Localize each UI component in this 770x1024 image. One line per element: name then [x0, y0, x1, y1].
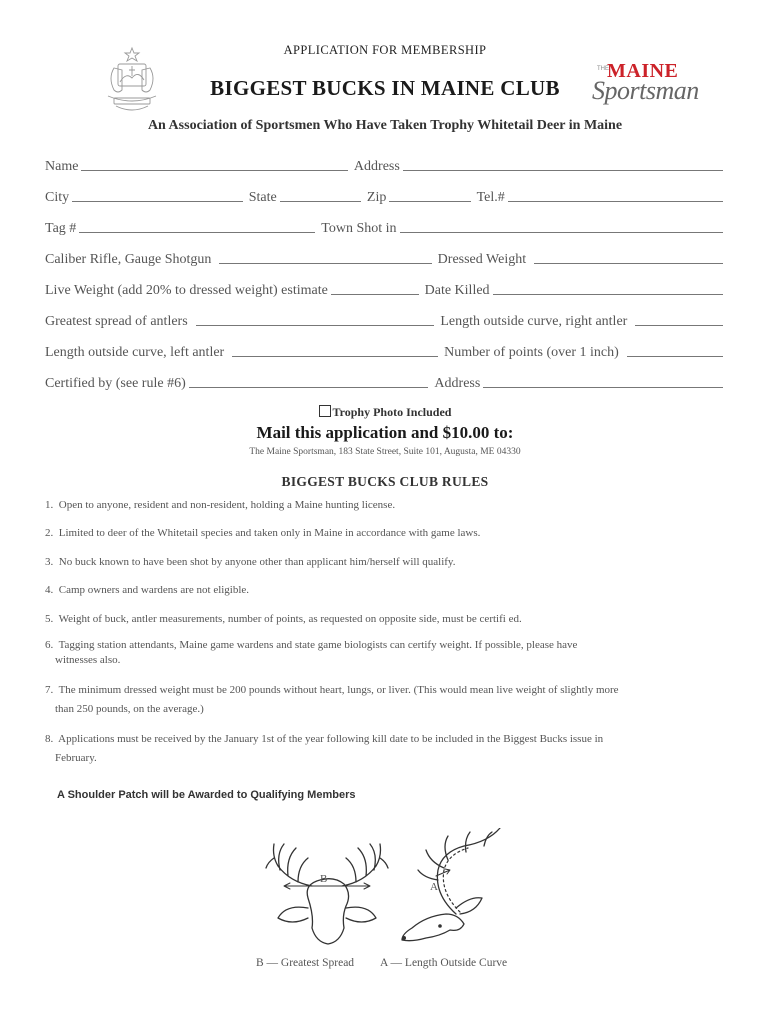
date-killed-field[interactable]: [493, 293, 723, 295]
tag-label: Tag #: [45, 221, 77, 236]
rule-text: Camp owners and wardens are not eligible.: [58, 584, 250, 596]
greatest-spread-label: Greatest spread of antlers: [45, 314, 188, 329]
name-label: Name: [45, 159, 79, 174]
rule-number: 6.: [45, 639, 54, 651]
side-deer-head-icon: [402, 914, 464, 941]
rule-text: No buck known to have been shot by anyone other than applicant him/herself will qualify.: [58, 556, 456, 568]
rule-number: 1.: [45, 499, 54, 511]
form-row-length-left: [45, 341, 723, 361]
zip-field[interactable]: [389, 200, 470, 202]
live-weight-label: Live Weight (add 20% to dressed weight) estimate: [45, 283, 328, 298]
form-row-live-weight: [45, 279, 723, 299]
live-weight-field[interactable]: [331, 293, 419, 295]
rule-text: Tagging station attendants, Maine game wardens and state game biologists can certify weight. If possible, please have: [58, 639, 578, 651]
city-field[interactable]: [72, 200, 243, 202]
form-row-spread: [45, 310, 723, 330]
tel-label: Tel.#: [476, 190, 505, 205]
front-deer-left-antler-icon: [266, 844, 312, 886]
form-row-caliber: [45, 248, 723, 268]
certified-by-field[interactable]: [189, 386, 429, 388]
rule-item-8: [45, 730, 715, 768]
form-row-city: [45, 186, 723, 206]
side-deer-eye-icon: [438, 924, 442, 928]
length-right-field[interactable]: [635, 324, 723, 326]
caliber-field[interactable]: [219, 262, 431, 264]
rule-number: 4.: [45, 584, 54, 596]
trophy-photo-checkbox[interactable]: [319, 405, 331, 417]
state-label: State: [248, 190, 277, 205]
side-deer-antler-icon: [418, 828, 500, 914]
rule-item-6: [45, 638, 715, 668]
rule-item-3: [45, 553, 715, 572]
caliber-label: Caliber Rifle, Gauge Shotgun: [45, 252, 212, 267]
shoulder-patch-note: A Shoulder Patch will be Awarded to Qualifying Members: [57, 789, 356, 801]
dressed-weight-field[interactable]: [534, 262, 723, 264]
logo-the: THE: [597, 66, 609, 72]
certified-by-label: Certified by (see rule #6): [45, 376, 186, 391]
address-label: Address: [353, 159, 400, 174]
page-title: BIGGEST BUCKS IN MAINE CLUB: [210, 76, 560, 100]
certifier-address-field[interactable]: [483, 386, 723, 388]
greatest-spread-field[interactable]: [196, 324, 435, 326]
rule-text: Open to anyone, resident and non-resident, holding a Maine hunting license.: [58, 499, 396, 511]
trophy-photo-checkbox-row: [0, 405, 770, 420]
label-b: B: [320, 873, 328, 885]
date-killed-label: Date Killed: [424, 283, 490, 298]
length-right-label: Length outside curve, right antler: [440, 314, 628, 329]
mail-address: The Maine Sportsman, 183 State Street, Suite 101, Augusta, ME 04330: [249, 447, 521, 457]
rule-text: Limited to deer of the Whitetail species and taken only in Maine in accordance with game laws.: [58, 527, 481, 539]
rule-text-continued: witnesses also.: [55, 654, 121, 666]
logo-sportsman: Sportsman: [592, 76, 699, 105]
city-label: City: [45, 190, 70, 205]
rule-number: 3.: [45, 556, 54, 568]
rule-number: 8.: [45, 733, 54, 745]
rule-text: The minimum dressed weight must be 200 pounds without heart, lungs, or liver. (This would mean live weight of slightly more: [58, 684, 619, 696]
rule-number: 2.: [45, 527, 54, 539]
rule-text-continued: February.: [55, 752, 97, 764]
zip-label: Zip: [366, 190, 387, 205]
antler-measurement-diagram: [260, 828, 520, 958]
label-a: A: [430, 881, 438, 893]
mail-heading: Mail this application and $10.00 to:: [256, 423, 514, 442]
rule-item-4: [45, 581, 715, 600]
address-field[interactable]: [403, 169, 723, 171]
rule-item-1: [45, 496, 715, 515]
page-subtitle: An Association of Sportsmen Who Have Taken Trophy Whitetail Deer in Maine: [147, 118, 623, 133]
certifier-address-label: Address: [434, 376, 481, 391]
dressed-weight-label: Dressed Weight: [437, 252, 527, 267]
length-left-label: Length outside curve, left antler: [45, 345, 225, 360]
caption-greatest-spread: B — Greatest Spread: [256, 957, 355, 969]
form-row-name: [45, 155, 723, 175]
form-row-certified: [45, 372, 723, 392]
maine-sportsman-logo: [590, 62, 708, 106]
rule-number: 5.: [45, 613, 54, 625]
rule-text: Weight of buck, antler measurements, number of points, as requested on opposite side, must be certifi ed.: [58, 613, 522, 625]
rule-item-7: [45, 681, 715, 719]
rule-text: Applications must be received by the January 1st of the year following kill date to be included in the Biggest Bucks issue in: [58, 733, 604, 745]
logo-maine: MAINE: [607, 60, 679, 82]
front-deer-right-ear-icon: [346, 907, 376, 922]
state-field[interactable]: [280, 200, 361, 202]
points-field[interactable]: [627, 355, 723, 357]
front-deer-left-ear-icon: [278, 907, 308, 922]
side-deer-nose-icon: [402, 936, 406, 940]
rule-item-2: [45, 524, 715, 543]
form-row-tag: [45, 217, 723, 237]
rule-number: 7.: [45, 684, 54, 696]
trophy-photo-label: Trophy Photo Included: [332, 405, 452, 419]
rules-title: BIGGEST BUCKS CLUB RULES: [281, 474, 489, 489]
front-deer-head-icon: [307, 879, 348, 944]
town-label: Town Shot in: [321, 221, 397, 236]
name-field[interactable]: [81, 169, 347, 171]
town-field[interactable]: [400, 231, 723, 233]
form-kicker: APPLICATION FOR MEMBERSHIP: [283, 43, 487, 57]
front-deer-right-antler-icon: [342, 844, 388, 886]
length-left-field[interactable]: [232, 355, 438, 357]
rule-text-continued: than 250 pounds, on the average.): [55, 703, 204, 715]
caption-length-outside-curve: A — Length Outside Curve: [380, 957, 508, 969]
tel-field[interactable]: [508, 200, 723, 202]
tag-field[interactable]: [79, 231, 315, 233]
points-label: Number of points (over 1 inch): [444, 345, 619, 360]
rule-item-5: [45, 610, 715, 629]
